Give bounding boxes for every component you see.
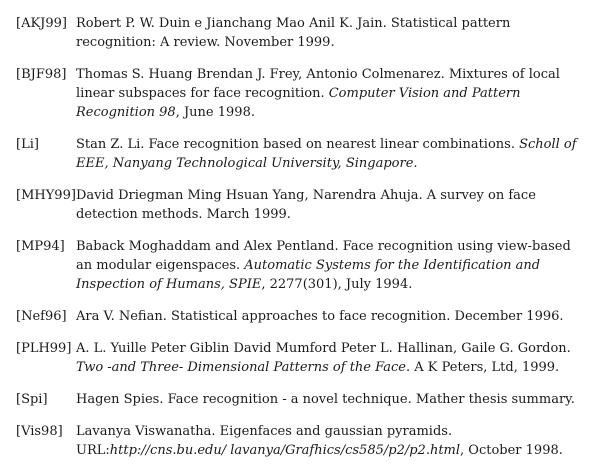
reference-key: [Vis98] [16,424,63,439]
reference-text [76,186,590,224]
reference-plain-text: , 2277(301), July 1994. [261,277,413,292]
reference-entry [0,135,594,173]
reference-plain-text: Lavanya Viswanatha. Eigenfaces and gaussian pyramids. URL: [76,424,453,458]
reference-key: [PLH99] [16,341,72,356]
reference-text [76,422,590,460]
reference-plain-text: A. L. Yuille Peter Giblin David Mumford Peter L. Hallinan, Gaile G. Gordon. [76,341,571,356]
reference-italic-text: Scholl of EEE, Nanyang Technological University, Singapore. [76,137,577,171]
reference-key: [MP94] [16,239,65,254]
reference-italic-text: Two -and Three- Dimensional Patterns of the Face. [76,360,411,375]
reference-text [76,339,590,377]
reference-plain-text: Robert P. W. Duin e Jianchang Mao Anil K. Jain. Statistical pattern recognition: A review. November 1999. [76,16,511,50]
reference-plain-text: Hagen Spies. Face recognition - a novel technique. Mather thesis summary. [76,392,575,407]
reference-text [76,135,590,173]
reference-italic-text: Automatic Systems for the Identification and Inspection of Humans, SPIE [76,258,541,292]
reference-key: [AKJ99] [16,16,67,31]
reference-italic-text: Computer Vision and Pattern Recognition 98 [76,86,521,120]
reference-key: [MHY99] [16,188,76,203]
reference-plain-text: , October 1998. [460,443,563,458]
reference-entry [0,65,594,122]
reference-plain-text: Baback Moghaddam and Alex Pentland. Face recognition using view-based an modular eigenspaces. [76,239,571,273]
reference-plain-text: A K Peters, Ltd, 1999. [410,360,560,375]
reference-list [0,14,594,473]
reference-entry [0,307,594,326]
reference-italic-text: http://cns.bu.edu/ lavanya/Grafhics/cs585/p2/p2.html [109,443,461,458]
reference-key: [BJF98] [16,67,67,82]
reference-plain-text: David Driegman Ming Hsuan Yang, Narendra Ahuja. A survey on face detection methods. March 1999. [76,188,536,222]
reference-entry [0,237,594,294]
reference-entry [0,422,594,460]
reference-text [76,237,590,294]
reference-key: [Nef96] [16,309,67,324]
reference-plain-text: , June 1998. [175,105,255,120]
reference-entry [0,390,594,409]
reference-plain-text: Thomas S. Huang Brendan J. Frey, Antonio Colmenarez. Mixtures of local linear subspaces for face recognition. [76,67,560,101]
reference-plain-text: Stan Z. Li. Face recognition based on nearest linear combinations. [76,137,520,152]
reference-text [76,307,590,326]
reference-entry [0,339,594,377]
reference-key: [Li] [16,137,39,152]
reference-entry [0,186,594,224]
reference-text [76,390,590,409]
reference-entry [0,14,594,52]
reference-text [76,14,590,52]
reference-key: [Spi] [16,392,48,407]
reference-plain-text: Ara V. Nefian. Statistical approaches to face recognition. December 1996. [76,309,564,324]
reference-text [76,65,590,122]
